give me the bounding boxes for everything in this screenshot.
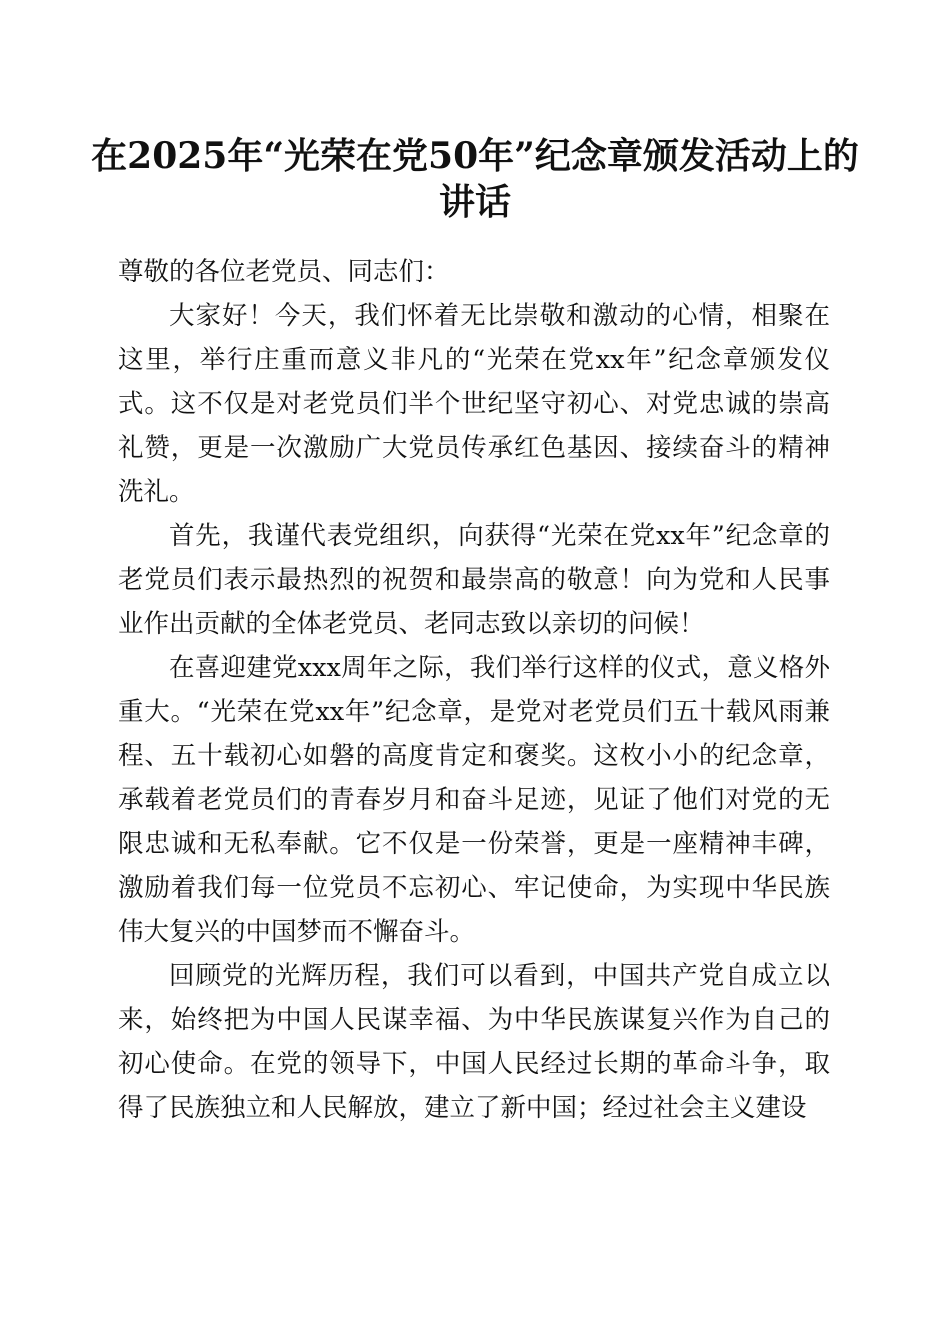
paragraph: 回顾党的光辉历程，我们可以看到，中国共产党自成立以来，始终把为中国人民谋幸福、为中华民族谋复兴作为自己的初心使命。在党的领导下，中国人民经过长期的革命斗争，取得了民族独立和人民解放，建立了新中国；经过社会主义建设: [118, 961, 830, 1123]
document-body: [118, 250, 830, 1130]
document-title: 在2025年“光荣在党50年”纪念章颁发活动上的讲话: [91, 135, 859, 223]
paragraph: 首先，我谨代表党组织，向获得“光荣在党xx年”纪念章的老党员们表示最热烈的祝贺和最崇高的敬意！向为党和人民事业作出贡献的全体老党员、老同志致以亲切的问候！: [118, 521, 830, 639]
paragraph: 在喜迎建党xxx周年之际，我们举行这样的仪式，意义格外重大。“光荣在党xx年”纪念章，是党对老党员们五十载风雨兼程、五十载初心如磐的高度肯定和褒奖。这枚小小的纪念章，承载着老党员们的青春岁月和奋斗足迹，见证了他们对党的无限忠诚和无私奉献。它不仅是一份荣誉，更是一座精神丰碑，激励着我们每一位党员不忘初心、牢记使命，为实现中华民族伟大复兴的中国梦而不懈奋斗。: [118, 653, 830, 947]
salutation: 尊敬的各位老党员、同志们：: [118, 257, 450, 287]
paragraph: 大家好！今天，我们怀着无比崇敬和激动的心情，相聚在这里，举行庄重而意义非凡的“光荣在党xx年”纪念章颁发仪式。这不仅是对老党员们半个世纪坚守初心、对党忠诚的崇高礼赞，更是一次激励广大党员传承红色基因、接续奋斗的精神洗礼。: [118, 301, 830, 507]
